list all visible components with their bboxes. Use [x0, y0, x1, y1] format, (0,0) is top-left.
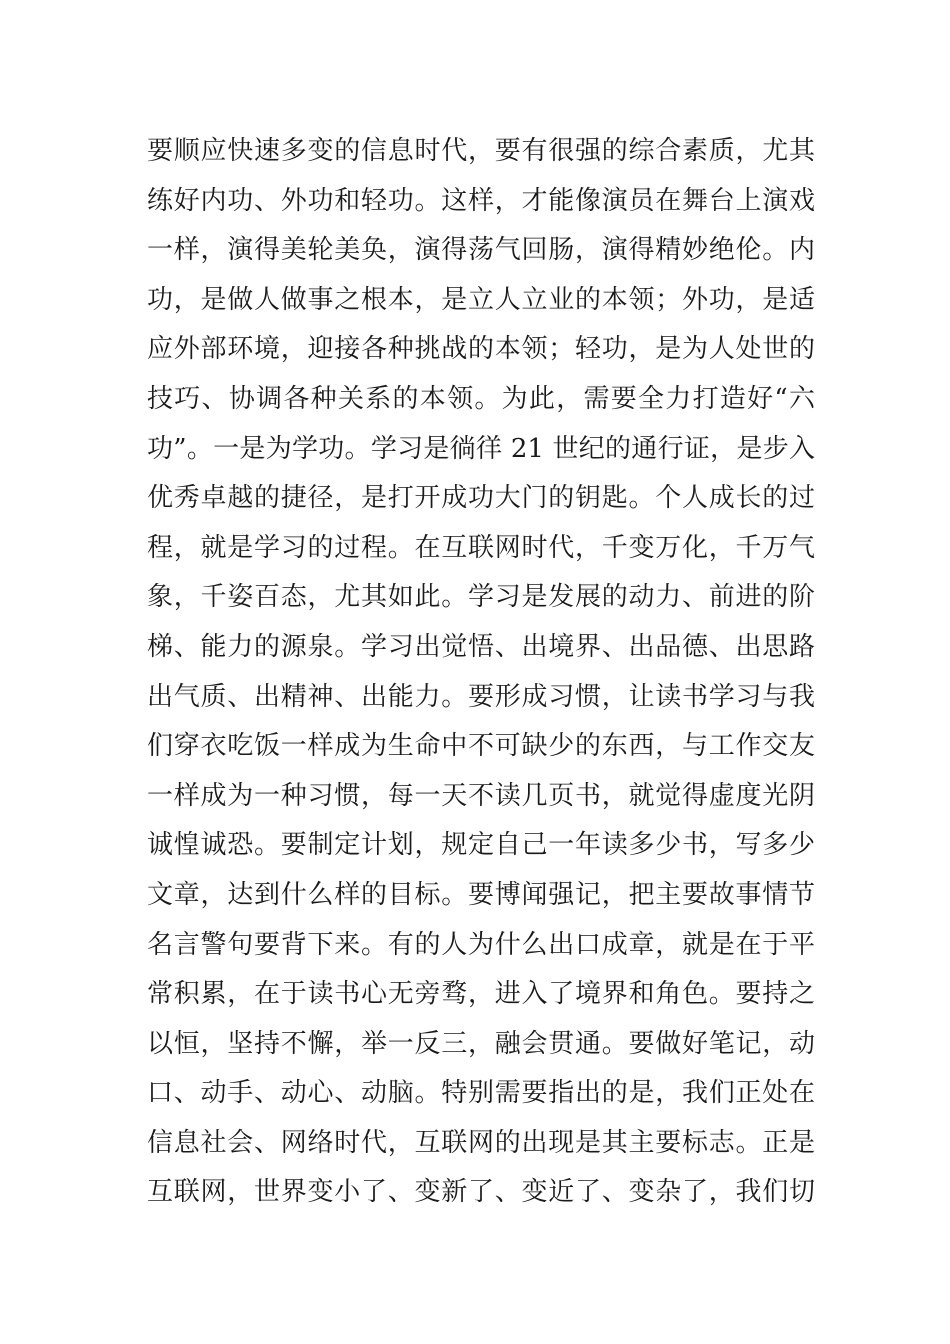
text-line: 功”。一是为学功。学习是徜徉 21 世纪的通行证，是步入 — [147, 433, 815, 464]
text-line: 应外部环境，迎接各种挑战的本领；轻功，是为人处世的 — [147, 334, 815, 365]
body-paragraph — [147, 127, 815, 1218]
text-line: 优秀卓越的捷径，是打开成功大门的钥匙。个人成长的过 — [147, 483, 815, 514]
text-line: 要顺应快速多变的信息时代，要有很强的综合素质，尤其 — [147, 136, 815, 166]
text-line: 练好内功、外功和轻功。这样，才能像演员在舞台上演戏 — [147, 185, 815, 216]
text-line: 互联网，世界变小了、变新了、变近了、变杂了，我们切 — [147, 1177, 815, 1208]
text-line: 技巧、协调各种关系的本领。为此，需要全力打造好“六 — [147, 383, 815, 414]
text-line: 诚惶诚恐。要制定计划，规定自己一年读多少书，写多少 — [147, 830, 815, 861]
text-line: 一样，演得美轮美奂，演得荡气回肠，演得精妙绝伦。内 — [147, 235, 815, 266]
text-line: 程，就是学习的过程。在互联网时代，千变万化，千万气 — [147, 532, 815, 563]
text-line: 象，千姿百态，尤其如此。学习是发展的动力、前进的阶 — [147, 582, 815, 613]
text-line: 以恒，坚持不懈，举一反三，融会贯通。要做好笔记，动 — [147, 1028, 815, 1059]
text-line: 功，是做人做事之根本，是立人立业的本领；外功，是适 — [147, 284, 815, 315]
text-line: 名言警句要背下来。有的人为什么出口成章，就是在于平 — [147, 929, 815, 960]
text-line: 常积累，在于读书心无旁骛，进入了境界和角色。要持之 — [147, 979, 815, 1010]
text-line: 口、动手、动心、动脑。特别需要指出的是，我们正处在 — [147, 1078, 815, 1109]
text-line: 信息社会、网络时代，互联网的出现是其主要标志。正是 — [147, 1127, 815, 1158]
text-line: 梯、能力的源泉。学习出觉悟、出境界、出品德、出思路 — [147, 631, 815, 662]
text-line: 出气质、出精神、出能力。要形成习惯，让读书学习与我 — [147, 681, 815, 712]
text-line: 一样成为一种习惯，每一天不读几页书，就觉得虚度光阴 — [147, 780, 815, 811]
text-line: 文章，达到什么样的目标。要博闻强记，把主要故事情节 — [147, 879, 815, 910]
text-line: 们穿衣吃饭一样成为生命中不可缺少的东西，与工作交友 — [147, 731, 815, 762]
